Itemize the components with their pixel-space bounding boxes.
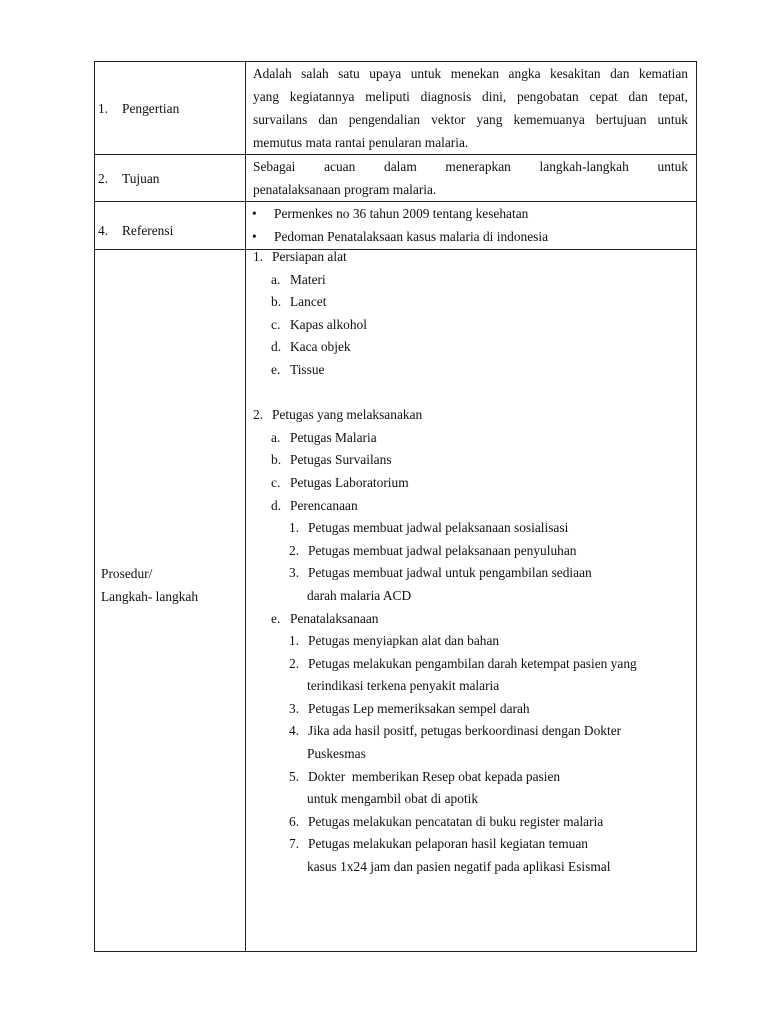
penatalaksanaan-step xyxy=(253,811,696,834)
prosedur-label-line2: Langkah- langkah xyxy=(101,589,199,604)
pengertian-line: memutus mata rantai penularan malaria. xyxy=(253,135,469,150)
step-marker: 1. xyxy=(289,633,300,649)
item-marker: e. xyxy=(271,610,281,626)
pengertian-content-cell xyxy=(246,62,697,155)
pengertian-number: 1. xyxy=(98,100,109,116)
item-marker: d. xyxy=(271,339,282,355)
item-marker: b. xyxy=(271,452,282,468)
item-marker: c. xyxy=(271,316,281,332)
penatalaksanaan-step xyxy=(253,653,696,676)
petugas-marker: 2. xyxy=(253,407,264,423)
step-marker: 3. xyxy=(289,700,300,716)
step-marker: 2. xyxy=(289,655,300,671)
item-text: Penatalaksanaan xyxy=(290,610,379,626)
row-referensi xyxy=(95,202,697,250)
referensi-label-cell xyxy=(95,202,246,250)
step-text: Petugas membuat jadwal pelaksanaan penyuluhan xyxy=(308,542,577,558)
item-marker: d. xyxy=(271,497,282,513)
tujuan-content-cell xyxy=(246,155,697,202)
item-marker: e. xyxy=(271,361,281,377)
referensi-item-text: Pedoman Penatalaksaan kasus malaria di indonesia xyxy=(274,229,549,244)
step-marker: 4. xyxy=(289,723,300,739)
persiapan-item xyxy=(253,336,696,359)
step-text: Petugas melakukan pelaporan hasil kegiatan temuan xyxy=(308,836,588,852)
penatalaksanaan-step-cont: kasus 1x24 jam dan pasien negatif pada aplikasi Esismal xyxy=(307,859,611,875)
penatalaksanaan-step xyxy=(253,766,696,789)
row-prosedur xyxy=(95,250,697,952)
item-text: Petugas Survailans xyxy=(290,452,392,468)
step-marker: 3. xyxy=(289,565,300,581)
perencanaan-step xyxy=(253,540,696,563)
petugas-title: Petugas yang melaksanakan xyxy=(272,407,423,423)
step-text: Petugas menyiapkan alat dan bahan xyxy=(308,633,500,649)
persiapan-item xyxy=(253,291,696,314)
bullet-icon: • xyxy=(252,206,257,221)
penatalaksanaan-step xyxy=(253,630,696,653)
persiapan-item xyxy=(253,359,696,382)
penatalaksanaan-step-cont: terindikasi terkena penyakit malaria xyxy=(307,678,500,694)
petugas-item xyxy=(253,427,696,450)
petugas-item xyxy=(253,449,696,472)
item-text: Petugas Malaria xyxy=(290,429,377,445)
item-text: Tissue xyxy=(290,361,325,377)
tujuan-label: Tujuan xyxy=(122,170,160,186)
perencanaan-step-cont: darah malaria ACD xyxy=(307,587,412,603)
referensi-number: 4. xyxy=(98,223,109,238)
persiapan-heading xyxy=(253,246,696,269)
persiapan-title: Persiapan alat xyxy=(272,249,347,264)
perencanaan-heading xyxy=(253,495,696,518)
referensi-item xyxy=(246,202,696,225)
bullet-icon: • xyxy=(252,229,257,244)
penatalaksanaan-step-cont: Puskesmas xyxy=(307,746,366,762)
step-marker: 6. xyxy=(289,813,300,829)
step-text: Petugas Lep memeriksakan sempel darah xyxy=(308,700,530,716)
penatalaksanaan-step xyxy=(253,833,696,856)
referensi-content-cell xyxy=(246,202,697,250)
step-text: Jika ada hasil positf, petugas berkoordinasi dengan Dokter xyxy=(308,723,622,739)
pengertian-label: Pengertian xyxy=(122,100,180,116)
pengertian-line: survailans dan pengendalian vektor yang kememuanya bertujuan untuk xyxy=(253,112,688,127)
pengertian-label-cell xyxy=(95,62,246,155)
tujuan-label-cell xyxy=(95,155,246,202)
prosedur-content-cell xyxy=(246,250,697,952)
penatalaksanaan-step xyxy=(253,698,696,721)
sop-table xyxy=(94,61,697,952)
pengertian-line: yang kegiatannya meliputi diagnosis dini, pengobatan cepat dan tepat, xyxy=(253,89,688,104)
row-tujuan xyxy=(95,155,697,202)
penatalaksanaan-step-cont: untuk mengambil obat di apotik xyxy=(307,791,479,807)
persiapan-item xyxy=(253,314,696,337)
persiapan-marker: 1. xyxy=(253,249,264,264)
petugas-heading xyxy=(253,404,696,427)
step-marker: 1. xyxy=(289,520,300,536)
item-text: Petugas Laboratorium xyxy=(290,474,409,490)
item-marker: c. xyxy=(271,474,281,490)
tujuan-line: penatalaksanaan program malaria. xyxy=(253,182,437,197)
item-text: Kapas alkohol xyxy=(290,316,367,332)
step-text: Petugas membuat jadwal untuk pengambilan sediaan xyxy=(308,565,592,581)
item-text: Lancet xyxy=(290,294,327,310)
spacer xyxy=(253,382,696,405)
step-text: Petugas membuat jadwal pelaksanaan sosialisasi xyxy=(308,520,569,536)
row-pengertian xyxy=(95,62,697,155)
perencanaan-step xyxy=(253,562,696,585)
persiapan-item xyxy=(253,269,696,292)
item-marker: a. xyxy=(271,271,281,287)
petugas-item xyxy=(253,472,696,495)
step-text: Dokter memberikan Resep obat kepada pasien xyxy=(308,768,561,784)
item-marker: a. xyxy=(271,429,281,445)
tujuan-line: Sebagai acuan dalam menerapkan langkah-langkah untuk xyxy=(253,159,688,174)
item-text: Kaca objek xyxy=(290,339,351,355)
pengertian-line: Adalah salah satu upaya untuk menekan angka kesakitan dan kematian xyxy=(253,66,688,81)
tujuan-number: 2. xyxy=(98,170,109,186)
penatalaksanaan-step xyxy=(253,720,696,743)
penatalaksanaan-heading xyxy=(253,608,696,631)
step-text: Petugas melakukan pengambilan darah ketempat pasien yang xyxy=(308,655,637,671)
prosedur-label-line1: Prosedur/ xyxy=(101,566,153,581)
referensi-item-text: Permenkes no 36 tahun 2009 tentang kesehatan xyxy=(274,206,529,221)
step-text: Petugas melakukan pencatatan di buku register malaria xyxy=(308,813,604,829)
referensi-item xyxy=(246,225,696,248)
perencanaan-step xyxy=(253,517,696,540)
prosedur-label-cell xyxy=(95,250,246,952)
referensi-label: Referensi xyxy=(122,223,174,238)
step-marker: 7. xyxy=(289,836,300,852)
item-text: Materi xyxy=(290,271,326,287)
item-marker: b. xyxy=(271,294,282,310)
step-marker: 2. xyxy=(289,542,300,558)
step-marker: 5. xyxy=(289,768,300,784)
item-text: Perencanaan xyxy=(290,497,358,513)
